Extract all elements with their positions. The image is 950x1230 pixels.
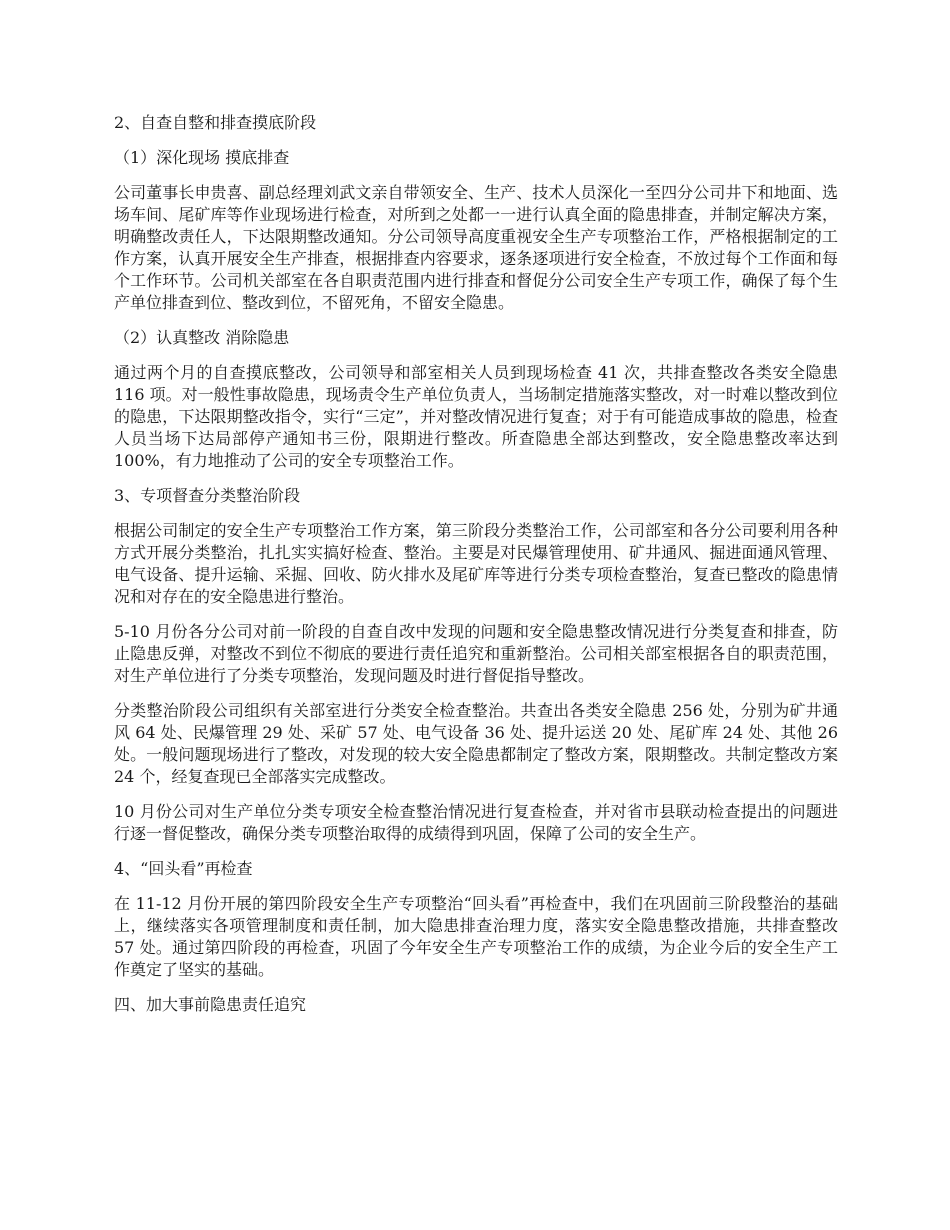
- section-heading-self-check-stage: 2、自查自整和排查摸底阶段: [114, 113, 317, 132]
- subsection-heading-rectification: （2）认真整改 消除隐患: [114, 328, 290, 347]
- paragraph-rectification-results: 通过两个月的自查摸底整改，公司领导和部室相关人员到现场检查 41 次，共排查整改各类安全隐患 116 项。对一般性事故隐患，现场责令生产单位负责人，当场制定措施落实整改，对一时难以整改到位的隐患，下达限期整改指令，实行“三定”，并对整改情况进行复查；对于有可能造成事故的隐患，检查人员当场下达局部停产通知书三份，限期进行整改。所查隐患全部达到整改，安全隐患整改率达到 100%，有力地推动了公司的安全专项整治工作。: [114, 363, 838, 470]
- document-page: [114, 112, 838, 1029]
- paragraph-fourth-stage: 在 11-12 月份开展的第四阶段安全生产专项整治“回头看”再检查中，我们在巩固前三阶段整治的基础上，继续落实各项管理制度和责任制，加大隐患排查治理力度，落实安全隐患整改措施，共排查整改 57 处。通过第四阶段的再检查，巩固了今年安全生产专项整治工作的成绩，为企业今后的安全生产工作奠定了坚实的基础。: [114, 894, 838, 979]
- paragraph-may-october-review: 5-10 月份各分公司对前一阶段的自查自改中发现的问题和安全隐患整改情况进行分类复查和排查，防止隐患反弹，对整改不到位不彻底的要进行责任追究和重新整治。公司相关部室根据各自的职责范围，对生产单位进行了分类专项整治，发现问题及时进行督促指导整改。: [114, 622, 838, 685]
- paragraph-october-recheck: 10 月份公司对生产单位分类专项安全检查整治情况进行复查检查，并对省市县联动检查提出的问题进行逐一督促整改，确保分类专项整治取得的成绩得到巩固，保障了公司的安全生产。: [114, 802, 838, 843]
- section-heading-accountability: 四、加大事前隐患责任追究: [114, 995, 307, 1014]
- paragraph-hazard-counts: 分类整治阶段公司组织有关部室进行分类安全检查整治。共查出各类安全隐患 256 处，分别为矿井通风 64 处、民爆管理 29 处、采矿 57 处、电气设备 36 处、提升运送 20 处、尾矿库 24 处、其他 26 处。一般问题现场进行了整改，对发现的较大安全隐患都制定了整改方案，限期整改。共制定整改方案 24 个，经复查现已全部落实完成整改。: [114, 701, 838, 786]
- section-heading-look-back: 4、“回头看”再检查: [114, 859, 253, 878]
- paragraph-classified-plan: 根据公司制定的安全生产专项整治工作方案，第三阶段分类整治工作，公司部室和各分公司要利用各种方式开展分类整治，扎扎实实搞好检查、整治。主要是对民爆管理使用、矿井通风、掘进面通风管理、电气设备、提升运输、采掘、回收、防火排水及尾矿库等进行分类专项检查整治，复查已整改的隐患情况和对存在的安全隐患进行整治。: [114, 521, 838, 606]
- paragraph-field-inspection: 公司董事长申贵喜、副总经理刘武文亲自带领安全、生产、技术人员深化一至四分公司井下和地面、选场车间、尾矿库等作业现场进行检查，对所到之处都一一进行认真全面的隐患排查，并制定解决方案，明确整改责任人，下达限期整改通知。分公司领导高度重视安全生产专项整治工作，严格根据制定的工作方案，认真开展安全生产排查，根据排查内容要求，逐条逐项进行安全检查，不放过每个工作面和每个工作环节。公司机关部室在各自职责范围内进行排查和督促分公司安全生产专项工作，确保了每个生产单位排查到位、整改到位，不留死角，不留安全隐患。: [114, 183, 838, 312]
- section-heading-classified-rectification: 3、专项督查分类整治阶段: [114, 486, 301, 505]
- subsection-heading-field-survey: （1）深化现场 摸底排查: [114, 148, 290, 167]
